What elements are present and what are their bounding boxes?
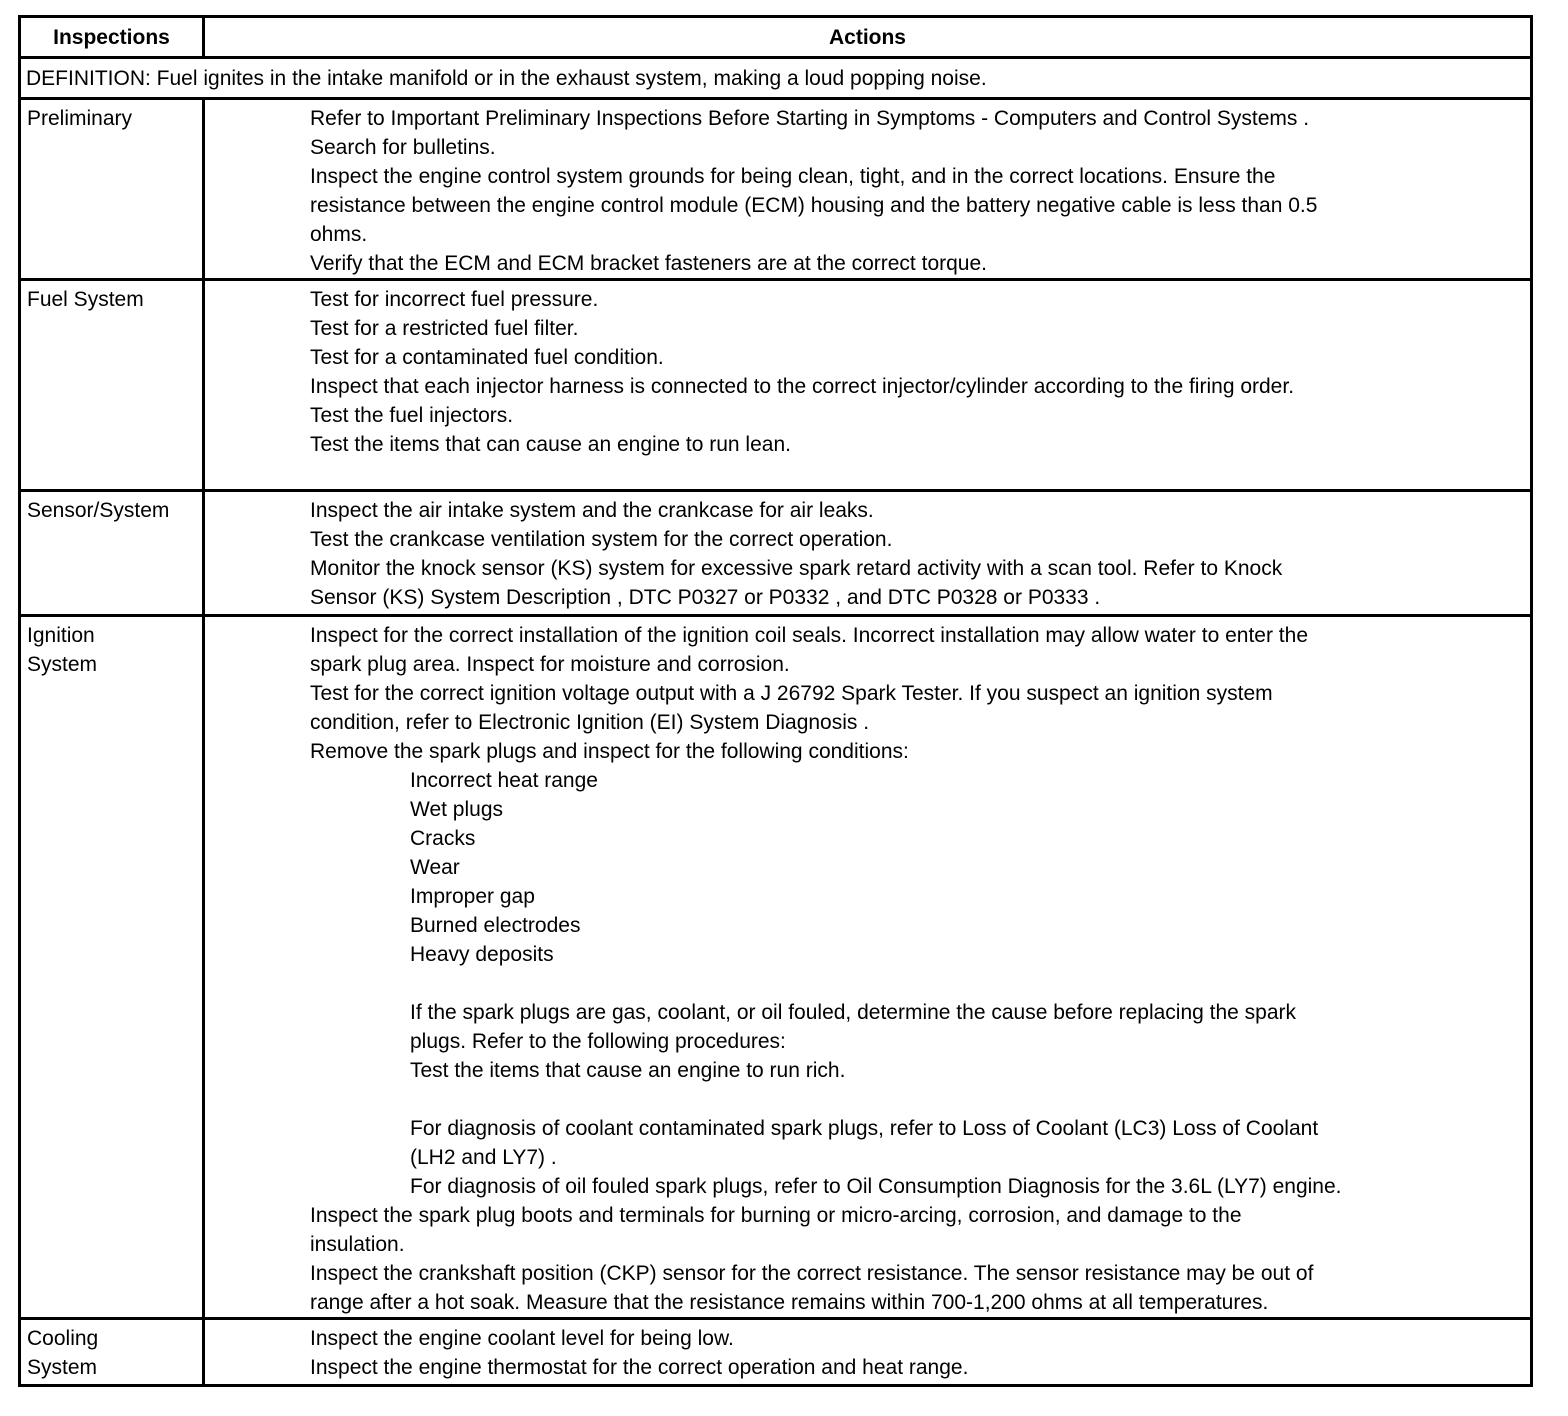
action-item: Inspect that each injector harness is connected to the correct injector/cylinder according to the firing order. (310, 375, 1295, 398)
action-item: Verify that the ECM and ECM bracket fasteners are at the correct torque. (310, 252, 987, 275)
inspection-label: Ignition (27, 624, 95, 647)
actions-cell (204, 491, 1532, 616)
action-item: resistance between the engine control module (ECM) housing and the battery negative cable is less than 0.5 (310, 194, 1318, 217)
inspection-cell (20, 491, 204, 616)
action-item: Monitor the knock sensor (KS) system for excessive spark retard activity with a scan tool. Refer to Knock (310, 557, 1283, 580)
action-item: Inspect the spark plug boots and terminals for burning or micro-arcing, corrosion, and damage to the (310, 1204, 1242, 1227)
inspections-header: Inspections (20, 17, 204, 58)
action-item: Inspect the engine control system grounds for being clean, tight, and in the correct locations. Ensure the (310, 165, 1276, 188)
action-item: Inspect the air intake system and the crankcase for air leaks. (310, 499, 874, 522)
action-item: Test the fuel injectors. (310, 404, 514, 427)
definition-text: DEFINITION: Fuel ignites in the intake manifold or in the exhaust system, making a loud popping noise. (20, 58, 1532, 99)
action-subitem (205, 969, 1530, 998)
action-item: Search for bulletins. (310, 136, 496, 159)
inspection-label: System (27, 1356, 98, 1379)
action-subitem: Heavy deposits (410, 943, 554, 966)
action-item: ohms. (310, 223, 368, 246)
inspection-cell (20, 1319, 204, 1386)
action-item: Sensor (KS) System Description , DTC P0327 or P0332 , and DTC P0328 or P0333 . (310, 586, 1101, 609)
action-item: Test the crankcase ventilation system for the correct operation. (310, 528, 893, 551)
action-item: Remove the spark plugs and inspect for the following conditions: (310, 740, 909, 763)
action-subitem: Incorrect heat range (410, 769, 598, 792)
action-subitem: For diagnosis of coolant contaminated spark plugs, refer to Loss of Coolant (LC3) Loss of Coolant (410, 1117, 1319, 1140)
inspection-label: Fuel System (27, 288, 144, 311)
action-subitem: Test the items that cause an engine to run rich. (410, 1059, 846, 1082)
action-item: Inspect the engine thermostat for the correct operation and heat range. (310, 1356, 969, 1379)
action-subitem: plugs. Refer to the following procedures: (410, 1030, 786, 1053)
inspection-cell (20, 280, 204, 491)
table-row (20, 99, 1532, 280)
table-row (20, 616, 1532, 1319)
table-row (20, 280, 1532, 491)
action-item: Test for a restricted fuel filter. (310, 317, 579, 340)
action-item: range after a hot soak. Measure that the resistance remains within 700-1,200 ohms at all temperatures. (310, 1291, 1269, 1314)
diagnostic-table (18, 15, 1533, 1387)
action-item: Test the items that can cause an engine to run lean. (310, 433, 791, 456)
inspection-label: System (27, 653, 98, 676)
action-subitem: Burned electrodes (410, 914, 581, 937)
table-row (20, 491, 1532, 616)
action-item: spark plug area. Inspect for moisture and corrosion. (310, 653, 790, 676)
action-item: Test for a contaminated fuel condition. (310, 346, 664, 369)
action-subitem (205, 1085, 1530, 1114)
action-item: condition, refer to Electronic Ignition (EI) System Diagnosis . (310, 711, 870, 734)
actions-cell (204, 616, 1532, 1319)
action-subitem: For diagnosis of oil fouled spark plugs, refer to Oil Consumption Diagnosis for the 3.6L (LY7) engine. (410, 1175, 1342, 1198)
inspection-label: Cooling (27, 1327, 99, 1350)
action-item: Test for incorrect fuel pressure. (310, 288, 599, 311)
action-subitem: If the spark plugs are gas, coolant, or oil fouled, determine the cause before replacing the spark (410, 1001, 1297, 1024)
action-subitem: (LH2 and LY7) . (410, 1146, 557, 1169)
action-item: Refer to Important Preliminary Inspections Before Starting in Symptoms - Computers and Control Systems . (310, 107, 1310, 130)
action-item: insulation. (310, 1233, 405, 1256)
action-item: Test for the correct ignition voltage output with a J 26792 Spark Tester. If you suspect an ignition system (310, 682, 1273, 705)
definition-row (20, 58, 1532, 99)
action-subitem: Wet plugs (410, 798, 503, 821)
actions-header: Actions (204, 17, 1532, 58)
inspection-cell (20, 99, 204, 280)
inspection-label: Sensor/System (27, 499, 170, 522)
action-item: Inspect the crankshaft position (CKP) sensor for the correct resistance. The sensor resistance may be out of (310, 1262, 1314, 1285)
action-item: Inspect for the correct installation of the ignition coil seals. Incorrect installation may allow water to enter the (310, 624, 1308, 647)
action-subitem: Wear (410, 856, 460, 879)
action-subitem: Improper gap (410, 885, 535, 908)
action-subitem: Cracks (410, 827, 476, 850)
table-row (20, 1319, 1532, 1386)
header-row (20, 17, 1532, 58)
inspection-cell (20, 616, 204, 1319)
actions-cell (204, 280, 1532, 491)
actions-cell (204, 1319, 1532, 1386)
inspection-label: Preliminary (27, 107, 133, 130)
action-item (205, 459, 1530, 488)
action-item: Inspect the engine coolant level for being low. (310, 1327, 734, 1350)
actions-cell (204, 99, 1532, 280)
